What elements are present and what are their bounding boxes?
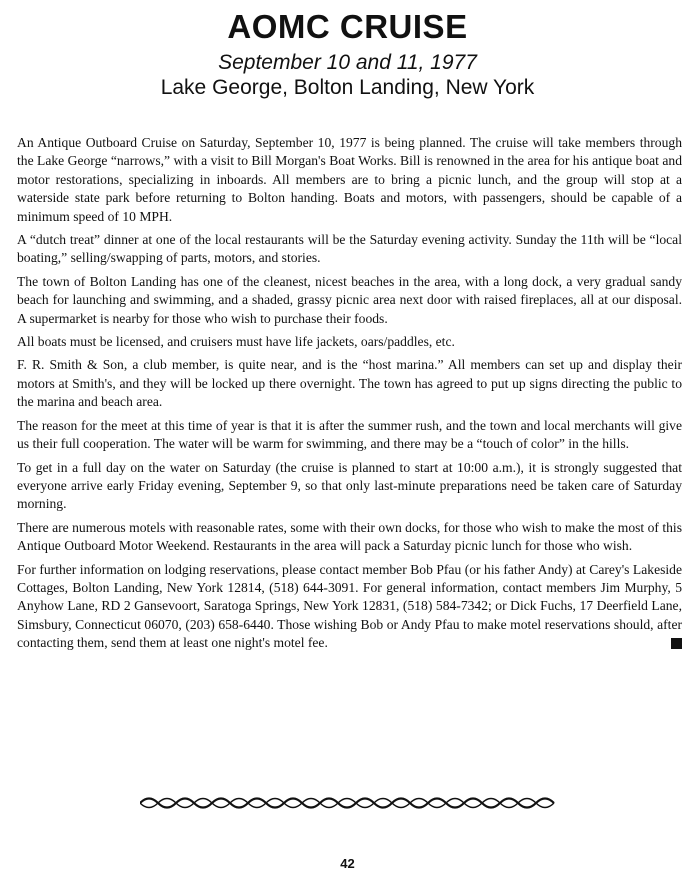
event-location: Lake George, Bolton Landing, New York xyxy=(160,76,535,99)
contacts-text: For further information on lodging reservations, please contact member Bob Pfau (or his father Andy) at Carey's Lakeside Cottages, Bolton Landing, New York 12814, (518) 644-3091. For general information, contact members Jim Murphy, 5 Anyhow Lane, RD 2 Gansevoort, Saratoga Springs, New York 12831, (518) 584-7342; or Dick Fuchs, 17 Deerfield Lane, Simsbury, Connecticut 06070, (203) 658-6440. Those wishing Bob or Andy Pfau to make motel reservations should, after contacting them, send them at least one night's motel fee. xyxy=(17,561,682,651)
paragraph-beach: The town of Bolton Landing has one of the cleanest, nicest beaches in the area, with a long dock, a very gradual sandy beach for launching and swimming, and a shaded, grassy picnic area next door with raised fireplaces, all at our disposal. A supermarket is nearby for those who wish to purchase their foods. xyxy=(17,273,682,326)
article-body xyxy=(17,134,682,658)
paragraph-intro: An Antique Outboard Cruise on Saturday, September 10, 1977 is being planned. The cruise will take members through the Lake George “narrows,” with a visit to Bill Morgan's Boat Works. Bill is renowned in the area for his antique boat and motor restorations, specializing in inboards. All members are to bring a picnic lunch, and the group will stop at a waterside state park before returning to Bolton handing. Boats and motors, with passengers, should be capable of a minimum speed of 10 MPH. xyxy=(17,135,682,224)
paragraph-contacts xyxy=(17,561,682,653)
decorative-rope-divider xyxy=(140,796,560,810)
paragraph-timing: The reason for the meet at this time of year is that it is after the summer rush, and the town and local merchants will give us their full cooperation. The water will be warm for swimming, and there may be a “touch of color” in the hills. xyxy=(17,417,682,452)
article-title: AOMC CRUISE xyxy=(227,8,468,45)
paragraph-arrival: To get in a full day on the water on Saturday (the cruise is planned to start at 10:00 a.m.), it is strongly suggested that everyone arrive early Friday evening, September 9, so that only last-minute preparations need be taken care of Saturday morning. xyxy=(17,459,682,512)
end-of-article-mark xyxy=(671,638,682,649)
event-date: September 10 and 11, 1977 xyxy=(218,51,477,74)
paragraph-host-marina: F. R. Smith & Son, a club member, is quite near, and is the “host marina.” All members can set up and display their motors at Smith's, and they will be locked up there overnight. The town has agreed to put up signs directing the public to the marina and beach area. xyxy=(17,357,682,410)
page-number: 42 xyxy=(340,856,355,871)
article-header xyxy=(0,8,695,100)
paragraph-dinner: A “dutch treat” dinner at one of the local restaurants will be the Saturday evening activity. Sunday the 11th will be “local boating,” selling/swapping of parts, motors, and stories. xyxy=(17,232,682,266)
paragraph-motels: There are numerous motels with reasonable rates, some with their own docks, for those who wish to make the most of this Antique Outboard Motor Weekend. Restaurants in the area will pack a Saturday picnic lunch for those who wish. xyxy=(17,519,682,554)
paragraph-licensing: All boats must be licensed, and cruisers must have life jackets, oars/paddles, etc. xyxy=(17,334,455,350)
